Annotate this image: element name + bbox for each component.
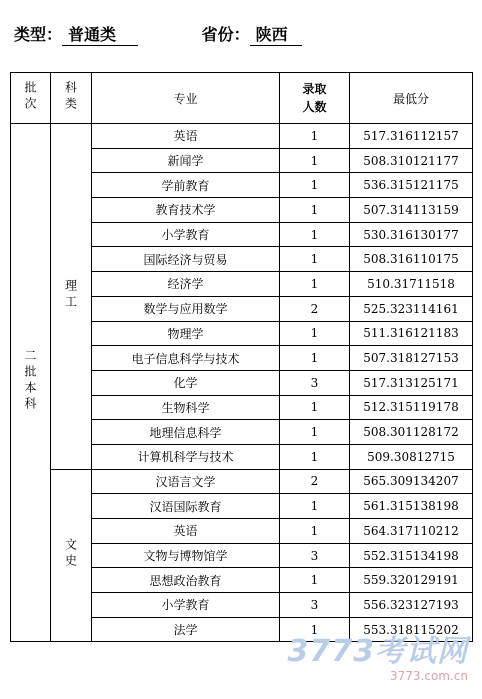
- count-cell: 3: [280, 593, 350, 618]
- min-score-cell: 564.317110212: [350, 519, 473, 544]
- min-score-cell: 510.31711518: [350, 272, 473, 297]
- min-score-cell: 508.316110175: [350, 247, 473, 272]
- count-cell: 3: [280, 370, 350, 395]
- count-cell: 3: [280, 543, 350, 568]
- min-score-cell: 553.318115202: [350, 617, 473, 642]
- min-score-cell: 511.316121183: [350, 321, 473, 346]
- table-header-row: [11, 73, 473, 124]
- type-value: 普通类: [62, 22, 138, 46]
- col-header-category: 科类: [51, 73, 92, 124]
- count-cell: 1: [280, 568, 350, 593]
- province-value: 陕西: [250, 22, 302, 46]
- min-score-cell: 517.313125171: [350, 370, 473, 395]
- count-cell: 1: [280, 321, 350, 346]
- count-cell: 1: [280, 198, 350, 223]
- count-cell: 1: [280, 519, 350, 544]
- min-score-cell: 508.310121177: [350, 148, 473, 173]
- min-score-cell: 536.315121175: [350, 173, 473, 198]
- site-watermark: [287, 634, 469, 683]
- major-cell: 物理学: [92, 321, 280, 346]
- major-cell: 国际经济与贸易: [92, 247, 280, 272]
- major-cell: 思想政治教育: [92, 568, 280, 593]
- watermark-url: 3773.com.cn: [390, 669, 468, 683]
- min-score-cell: 565.309134207: [350, 469, 473, 494]
- major-cell: 学前教育: [92, 173, 280, 198]
- min-score-cell: 508.301128172: [350, 420, 473, 445]
- category-cell: 理工: [51, 124, 92, 470]
- page-header: [14, 22, 302, 46]
- major-cell: 汉语国际教育: [92, 494, 280, 519]
- min-score-cell: 552.315134198: [350, 543, 473, 568]
- major-cell: 生物科学: [92, 395, 280, 420]
- min-score-cell: 507.318127153: [350, 346, 473, 371]
- min-score-cell: 530.316130177: [350, 222, 473, 247]
- count-cell: 1: [280, 395, 350, 420]
- major-cell: 电子信息科学与技术: [92, 346, 280, 371]
- major-cell: 化学: [92, 370, 280, 395]
- admission-score-table: [10, 72, 473, 642]
- table-row: [11, 469, 473, 494]
- min-score-cell: 561.315138198: [350, 494, 473, 519]
- major-cell: 小学教育: [92, 593, 280, 618]
- min-score-cell: 507.314113159: [350, 198, 473, 223]
- major-cell: 经济学: [92, 272, 280, 297]
- count-cell: 1: [280, 617, 350, 642]
- major-cell: 汉语言文学: [92, 469, 280, 494]
- table-row: [11, 124, 473, 149]
- count-cell: 1: [280, 148, 350, 173]
- batch-cell: 二批本科: [11, 124, 51, 642]
- major-cell: 教育技术学: [92, 198, 280, 223]
- count-cell: 1: [280, 173, 350, 198]
- count-cell: 1: [280, 420, 350, 445]
- min-score-cell: 559.320129191: [350, 568, 473, 593]
- col-header-batch: 批次: [11, 73, 51, 124]
- col-header-min-score: 最低分: [350, 73, 473, 124]
- min-score-cell: 509.30812715: [350, 444, 473, 469]
- min-score-cell: 512.315119178: [350, 395, 473, 420]
- count-cell: 1: [280, 124, 350, 149]
- province-label: 省份：: [201, 25, 250, 44]
- major-cell: 法学: [92, 617, 280, 642]
- major-cell: 地理信息科学: [92, 420, 280, 445]
- count-cell: 1: [280, 272, 350, 297]
- major-cell: 英语: [92, 124, 280, 149]
- major-cell: 小学教育: [92, 222, 280, 247]
- min-score-cell: 525.323114161: [350, 296, 473, 321]
- count-cell: 1: [280, 494, 350, 519]
- count-cell: 1: [280, 247, 350, 272]
- count-cell: 2: [280, 296, 350, 321]
- major-cell: 计算机科学与技术: [92, 444, 280, 469]
- count-cell: 2: [280, 469, 350, 494]
- col-header-major: 专业: [92, 73, 280, 124]
- min-score-cell: 517.316112157: [350, 124, 473, 149]
- major-cell: 新闻学: [92, 148, 280, 173]
- col-header-count: 录取 人数: [280, 73, 350, 124]
- category-cell: 文史: [51, 469, 92, 642]
- min-score-cell: 556.323127193: [350, 593, 473, 618]
- major-cell: 数学与应用数学: [92, 296, 280, 321]
- major-cell: 文物与博物馆学: [92, 543, 280, 568]
- count-cell: 1: [280, 444, 350, 469]
- type-label: 类型：: [14, 25, 63, 44]
- count-cell: 1: [280, 346, 350, 371]
- count-cell: 1: [280, 222, 350, 247]
- watermark-logo: 3773考试网: [287, 634, 468, 669]
- major-cell: 英语: [92, 519, 280, 544]
- table-body: [11, 124, 473, 642]
